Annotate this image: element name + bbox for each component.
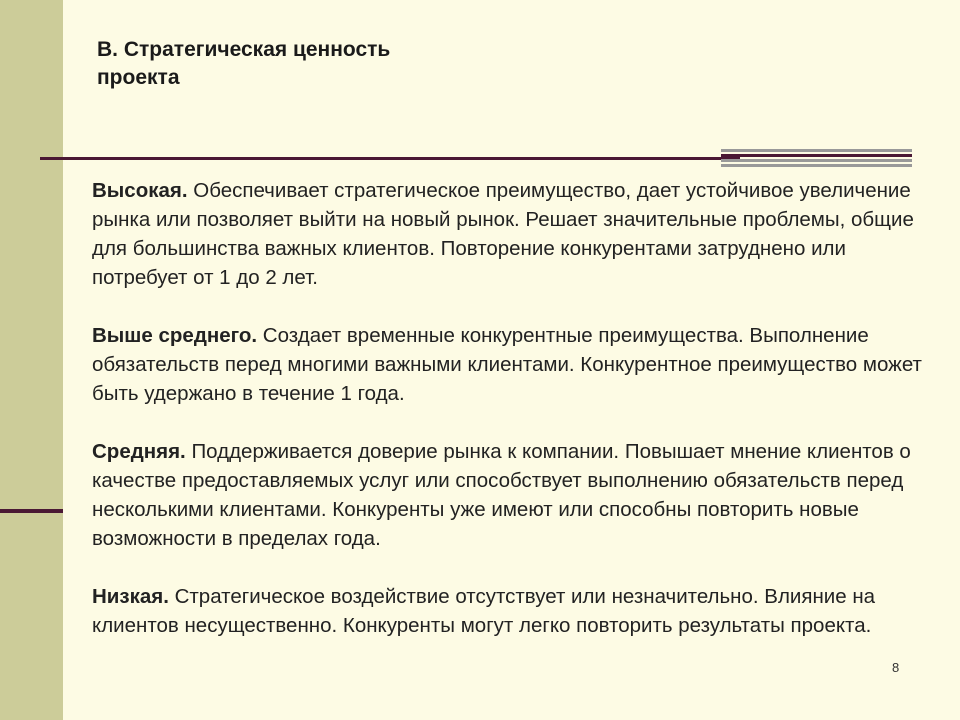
page-number: 8 bbox=[892, 660, 900, 675]
paragraph-medium bbox=[92, 437, 937, 553]
left-sidebar-band bbox=[0, 0, 63, 720]
divider-stripe bbox=[721, 149, 912, 152]
title-divider-line bbox=[40, 157, 740, 160]
paragraph-text: Стратегическое воздействие отсутствует или незначительно. Влияние на клиентов несущественно. Конкуренты могут легко повторить результаты проекта. bbox=[92, 585, 876, 637]
divider-stripe bbox=[721, 159, 912, 162]
slide-title-line-2: проекта bbox=[97, 66, 180, 89]
paragraph-text: Поддерживается доверие рынка к компании. Повышает мнение клиентов о качестве предоставляемых услуг или способствует выполнению обязательств перед несколькими клиентами. Конкуренты уже имеют или способны повторить новые возможности в пределах года. bbox=[92, 440, 911, 550]
paragraph-low bbox=[92, 582, 937, 640]
slide-title-line-1: B. Стратегическая ценность bbox=[97, 38, 391, 61]
paragraph-above-average bbox=[92, 321, 937, 408]
slide-body bbox=[92, 176, 937, 669]
paragraph-text: Обеспечивает стратегическое преимущество, дает устойчивое увеличение рынка или позволяет выйти на новый рынок. Решает значительные проблемы, общие для большинства важных клиентов. Повторение конкурентами затруднено или потребует от 1 до 2 лет. bbox=[92, 179, 914, 289]
paragraph-term: Низкая. bbox=[92, 585, 169, 608]
divider-stripe bbox=[721, 164, 912, 167]
slide-title bbox=[97, 36, 497, 92]
divider-stripe bbox=[721, 154, 912, 157]
title-divider-stripes bbox=[721, 149, 912, 167]
paragraph-text: Создает временные конкурентные преимущества. Выполнение обязательств перед многими важными клиентами. Конкурентное преимущество может быть удержано в течение 1 года. bbox=[92, 324, 922, 405]
paragraph-term: Средняя. bbox=[92, 440, 186, 463]
sidebar-bottom-rule bbox=[0, 509, 63, 513]
paragraph-term: Выше среднего. bbox=[92, 324, 258, 347]
paragraph-term: Высокая. bbox=[92, 179, 188, 202]
paragraph-high bbox=[92, 176, 937, 292]
